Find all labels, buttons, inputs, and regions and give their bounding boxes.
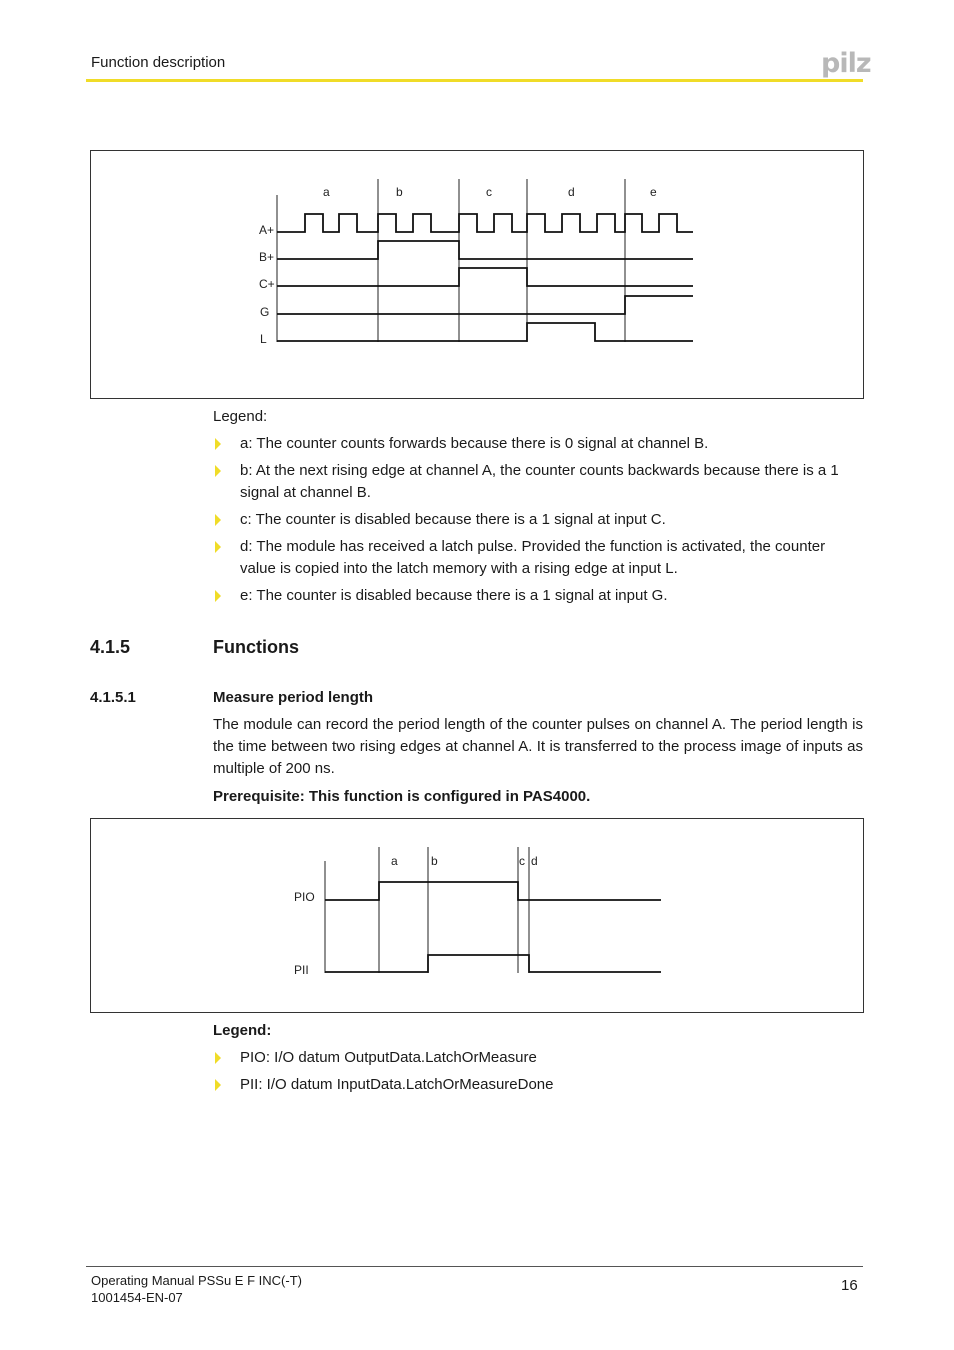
section-title: Functions bbox=[213, 637, 299, 657]
page-number: 16 bbox=[841, 1277, 858, 1294]
legend-label: Legend: bbox=[213, 1022, 272, 1039]
header-title: Function description bbox=[91, 54, 226, 71]
signal-c-trace bbox=[277, 268, 693, 286]
prerequisite-note: Prerequisite: This function is configured in PAS4000. bbox=[213, 788, 591, 805]
subsection-number: 4.1.5.1 bbox=[90, 689, 136, 706]
pii-signal-trace bbox=[325, 955, 661, 972]
bullet-arrow-icon bbox=[215, 590, 221, 602]
phase-label-b: b bbox=[396, 185, 403, 199]
signal-label-g: G bbox=[260, 305, 270, 319]
list-item bbox=[213, 1047, 863, 1069]
phase-label-a: a bbox=[391, 854, 398, 868]
section-number: 4.1.5 bbox=[90, 637, 131, 657]
bullet-arrow-icon bbox=[215, 465, 221, 477]
bullet-arrow-icon bbox=[215, 438, 221, 450]
bullet-arrow-icon bbox=[215, 1052, 221, 1064]
legend-item-text: e: The counter is disabled because there is a 1 signal at input G. bbox=[240, 587, 668, 604]
signal-label-pii: PII bbox=[294, 963, 309, 977]
signal-label-pio: PIO bbox=[294, 890, 315, 904]
signal-g-trace bbox=[277, 296, 693, 314]
signal-label-b-plus: B+ bbox=[259, 250, 275, 264]
legend-item-text: c: The counter is disabled because there is a 1 signal at input C. bbox=[240, 511, 666, 528]
footer-manual-title: Operating Manual PSSu E F INC(-T) bbox=[91, 1273, 302, 1288]
list-item bbox=[213, 585, 863, 607]
header-rule bbox=[86, 79, 863, 82]
bullet-arrow-icon bbox=[215, 1079, 221, 1091]
legend-item-text: PIO: I/O datum OutputData.LatchOrMeasure bbox=[240, 1049, 537, 1066]
pio-signal-trace bbox=[325, 882, 661, 900]
list-item bbox=[213, 460, 863, 504]
signal-label-l: L bbox=[260, 332, 267, 346]
legend-list bbox=[213, 433, 863, 612]
timing-diagram-measure bbox=[90, 818, 864, 1013]
legend-item-text: PII: I/O datum InputData.LatchOrMeasureDone bbox=[240, 1076, 554, 1093]
subsection-title: Measure period length bbox=[213, 689, 374, 706]
signal-b-trace bbox=[277, 241, 693, 259]
phase-label-c: c bbox=[486, 185, 492, 199]
phase-label-a: a bbox=[323, 185, 330, 199]
pilz-logo: pilz bbox=[821, 48, 871, 79]
bullet-arrow-icon bbox=[215, 541, 221, 553]
legend-label: Legend: bbox=[213, 408, 268, 425]
footer-rule bbox=[86, 1266, 863, 1267]
bullet-arrow-icon bbox=[215, 514, 221, 526]
signal-label-c-plus: C+ bbox=[259, 277, 275, 291]
signal-l-trace bbox=[277, 323, 693, 341]
list-item bbox=[213, 536, 863, 580]
phase-label-b: b bbox=[431, 854, 438, 868]
timing-diagram-measure-svg bbox=[91, 819, 863, 1012]
phase-label-d: d bbox=[531, 854, 538, 868]
legend-list bbox=[213, 1047, 863, 1101]
list-item bbox=[213, 433, 863, 455]
list-item bbox=[213, 1074, 863, 1096]
phase-label-d: d bbox=[568, 185, 575, 199]
timing-diagram-counter bbox=[90, 150, 864, 399]
signal-label-a-plus: A+ bbox=[259, 223, 275, 237]
legend-item-text: b: At the next rising edge at channel A, the counter counts backwards because there is a 1 signal at channel B. bbox=[240, 462, 839, 501]
list-item bbox=[213, 509, 863, 531]
body-paragraph: The module can record the period length of the counter pulses on channel A. The period length is the time between two rising edges at channel A. It is transferred to the process image of inputs as multiple of 200 ns. bbox=[213, 716, 863, 777]
phase-label-c: c bbox=[519, 854, 525, 868]
timing-diagram-counter-svg bbox=[91, 151, 863, 398]
phase-label-e: e bbox=[650, 185, 657, 199]
legend-item-text: d: The module has received a latch pulse. Provided the function is activated, the counter value is copied into the latch memory with a rising edge at input L. bbox=[240, 538, 826, 577]
signal-a-trace bbox=[277, 214, 693, 232]
legend-item-text: a: The counter counts forwards because there is 0 signal at channel B. bbox=[240, 435, 709, 452]
footer-doc-number: 1001454-EN-07 bbox=[91, 1290, 183, 1305]
